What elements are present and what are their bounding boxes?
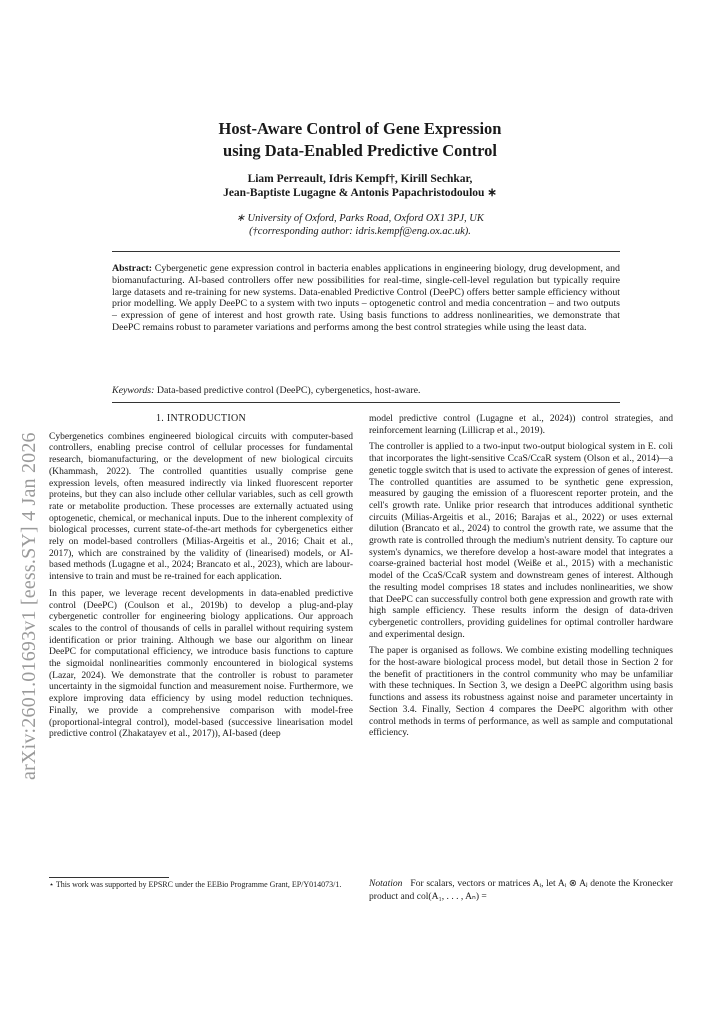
abstract-text: Cybergenetic gene expression control in bacteria enables applications in engineering biology, drug development, and biomanufacturing. AI-based controllers offer new possibilities for real-time, single-cell-level regulation but typically require large datasets and re-training for new systems. Data-enabled Predictive Control (DeePC) offers better sample efficiency without prior modelling. We apply DeePC to a system with two inputs – optogenetic control and media concentration – and two outputs – expression of gene of interest and host growth rate. Using basis functions to address nonlinearities, we demonstrate that DeePC remains robust to parameter variations and performs among the best control strategies while using the least data.	[112, 263, 620, 333]
paragraph: The controller is applied to a two-input two-output biological system in E. coli that incorporates the light-sensitive CcaS/CcaR system (Olson et al., 2014)—a genetic toggle switch that is used to activate the expression of genes of interest. The controlled quantities are assumed to be synthetic gene expression, measured by gauging the emission of a fluorescent reporter protein, and the cell's growth rate. Unlike prior research that introduces additional synthetic circuits (Milias-Argeitis et al., 2016; Barajas et al., 2022) or uses external dilution (Brancato et al., 2024) to control the growth rate, we assume that the growth rate is controlled through the medium's nutrient density. To capture our system's dynamics, we therefore develop a host-aware model that integrates a coarse-grained bacterial host model (Weiße et al., 2015) with a mechanistic model of the CcaS/CcaR system and downstream genes of interest. Although the resulting model comprises 18 states and includes nonlinearities, we show that DeePC can successfully control both gene expression and growth rate with high sample efficiency. These results inform the design of data-driven cybergenetic controllers, providing guidelines for optimal controller hardware and experimental design.	[369, 441, 673, 640]
affiliation	[110, 212, 610, 238]
footnote: ⋆ This work was supported by EPSRC under the EEBio Programme Grant, EP/Y014073/1.	[49, 880, 342, 889]
notation-label: Notation	[369, 878, 403, 889]
notation-paragraph	[369, 878, 673, 903]
authors-line-2: Jean-Baptiste Lugagne & Antonis Papachristodoulou ∗	[223, 187, 497, 199]
affiliation-line-1: ∗ University of Oxford, Parks Road, Oxford OX1 3PJ, UK	[236, 213, 484, 224]
right-column	[369, 413, 673, 744]
abstract-label: Abstract:	[112, 263, 153, 274]
arxiv-stamp: arXiv:2601.01693v1 [eess.SY] 4 Jan 2026	[18, 432, 40, 780]
affiliation-line-2: (†corresponding author: idris.kempf@eng.ox.ac.uk).	[249, 226, 471, 237]
abstract-bottom-rule	[112, 402, 620, 403]
keywords-label: Keywords:	[112, 385, 155, 396]
keywords-text: Data-based predictive control (DeePC), cybergenetics, host-aware.	[156, 385, 421, 396]
abstract-top-rule	[112, 251, 620, 252]
author-list	[110, 172, 610, 200]
left-column	[49, 413, 353, 745]
authors-line-1: Liam Perreault, Idris Kempf†, Kirill Sechkar,	[247, 173, 473, 185]
paper-title	[110, 118, 610, 162]
title-line-1: Host-Aware Control of Gene Expression	[218, 119, 502, 138]
section-heading: 1. INTRODUCTION	[155, 413, 247, 424]
footnote-rule	[49, 877, 169, 878]
abstract	[112, 263, 620, 334]
title-line-2: using Data-Enabled Predictive Control	[223, 141, 497, 160]
paragraph: In this paper, we leverage recent developments in data-enabled predictive control (DeePC) (Coulson et al., 2019b) to develop a plug-and-play cybergenetic controller for engineering biology applications. Our approach scales to the control of thousands of cells in parallel without requiring system identification or prior training. Although we base our algorithm on linear DeePC for computational efficiency, we introduce basis functions to capture the sigmoidal nonlinearities commonly encountered in biological systems (Lazar, 2024). We demonstrate that the controller is robust to parameter uncertainty in the sigmoidal function and measurement noise. Furthermore, we explore improving data efficiency by using model reduction techniques. Finally, we provide a comprehensive comparison with model-free (proportional-integral control), model-based (successive linearisation model predictive control (Zhakatayev et al., 2017)), AI-based (deep	[49, 587, 353, 740]
paragraph: The paper is organised as follows. We combine existing modelling techniques for the host-aware biological process model, but detail those in Section 2 for the benefit of practitioners in the control community who may be unfamiliar with these techniques. In Section 3, we design a DeePC algorithm using basis functions and assess its robustness against noise and parameter uncertainty in Section 3.4. Finally, Section 4 compares the DeePC algorithm with other control methods in terms of performance, as well as sample and computational efficiency.	[369, 645, 673, 739]
paragraph: model predictive control (Lugagne et al., 2024)) control strategies, and reinforcement learning (Lillicrap et al., 2019).	[369, 413, 673, 436]
notation-text: For scalars, vectors or matrices Aᵢ, let Aᵢ ⊗ Aⱼ denote the Kronecker product and col(A₁, . . . , Aₙ) =	[369, 878, 673, 902]
paragraph: Cybergenetics combines engineered biological circuits with computer-based controllers, enabling precise control of cellular processes for fundamental research, biomanufacturing, or the development of new biological circuits (Khammash, 2022). The controlled quantities usually comprise gene expression levels, often measured indirectly via linked fluorescent reporter proteins, but they can also include other cellular variables, such as cell growth rate or metabolite production. These processes are externally actuated using optogenetic, chemical, or mechanical inputs. Due to the inherent complexity of biological processes, current state-of-the-art methods for cybergenetics either rely on model-based controllers (Milias-Argeitis et al., 2016; Chait et al., 2017), which are constrained by the validity of (linearised) models, or AI-based methods (Lugagne et al., 2024; Brancato et al., 2023), which are labour-intensive to train and must be re-trained for each application.	[49, 430, 353, 583]
keywords	[112, 385, 620, 397]
